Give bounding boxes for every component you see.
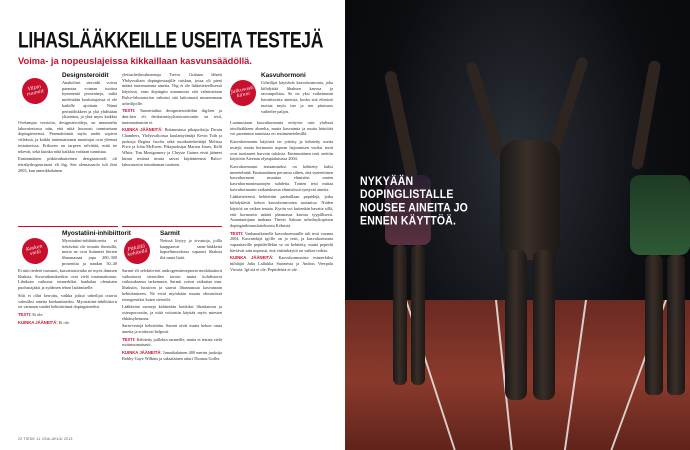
middle-column: yleisurheiluvalmentaja Trevor Graham lähetti Yhdysvaltain dopingtestaajille ruiskun, jossa oli pieni määrä tuntematonta ainetta. Thg ei ole lääketieteellisessä käytössä, vaan dopingiin muunnosta sitä valmistetaan Balco-laboratorion valmisti sitä laittomasti nimenomaan urheilijoille. TESTI: Tunnettuihin designsteroideihin thg:hen ja dmt:hen eli deoksimetyylitestosteroniin on testi, tuntemattomiin ei. KUINKA JÄÄNEITÄ: Britanniassa pikajuoksija Dwain Chambers, Yhdysvaltoissa kuulantyöntäjä Kevin Toth ja juoksija Regina Jacobs sekä moukarinheittäjä Melissa Price ja John McEwen. Pikajuoksijat Marion Jones, Kelli White, Tim Montgomery ja Chryste Gaines eivät jääneet kiinni testissä mutta saivat käyttäneensä Balco-laboratorion toimittaman tuotteen. [122,72,222,167]
sarms-badge: Pitkällä kehitellä [122,236,153,267]
athlete-leg [505,250,527,400]
growth-body: Luonnostaan kasvuhormonia erittyvin osin yhdessä aivolisäkkeen alueelta, mutta kasvaimia ja muita häiriöitä voi paremmin tunnistaa eri testimenetelmillä. Kasvuhormonin käytöstä on yritetty ja kehitetty useita testejä, mutta hormonin nopean hajoamisen vuoksi testit ovat tuottaneet harvoin tuloksia. Ensimmäinen testi otettiin käyttöön Ateenan olympialaisissa 2004. Kasvuhormonin testaamiseksi on kehitetty kaksi menetelmää. Ensimmäinen perustuu siihen, että synteettinen kasvuhormoni muuttaa elimistön omien kasvuhormonimuotojen suhdetta. Toinen testi mittaa kasvuhormonin vaikutuksesta elimistössä syntyviä aineita. Lääketieteessä kehitettiin parhaillaan peptidejä, jotka kiihdyttävät kehon kasvuhormonien tuotantoa. Niiden käyttöä on vaikea testata. Kyrön voi kuitenkin havaita sillä, että hormonin määrä plasmassa kasvaa tyypillisesti. Asiantuntijana mukana Thevis Saksan urheiluyliopiston dopingtutkimuslaitoksesta Kölnistä. TESTI: Vanhanaikaiselle kasvuhormonille tuli testi vuonna 2004. Kasvutekijä igf:lle on jo testi, ja kasvuhormonia vapauttaville peptideillekin se on kehitetty, mutta peptidit häviävät niin nopeasti, että väärinkäyttö on vaikea todeta. KUINKA JÄÄNEITÄ: Kasvuhormonista esimerkiksi hiihtäjät Juha Lallukka Suomesta ja Andrus Veerpalu Virosta. Igf:stä ei ole. Peptideistä ei ole. [230,120,333,272]
athlete-leg [667,255,685,395]
section-divider [122,226,222,227]
athlete-leg [533,250,555,400]
athlete-arm [384,70,419,180]
page-footer: 22 TIEDE 11 JOULUKUU 2013 [18,437,73,441]
myostatin-lead: Myostatiini-inhibiittoreita ei tiettävästi ole testattu ihmisillä, mutta ne ovat lisänneet hiirten lihasmassaa jopa 200–300 prosenttia ja naudan 30–40 [62,238,117,266]
athlete-leg [393,245,407,385]
athlete-torso [500,140,560,260]
sarms-body: Sarmit eli selektiiviset androgeenireseptorin modulaattorit vaikuttavat steroidien tavoin mutta kohdistavat vaikutuksensa tarkemmin. Sarmit voivat vaikuttaa mm. lihaksiin, luustoon ja saavat lihasmassaa kasvamaan kehittämiseen. Ne eivät myöskään muutu elimistössä estrogeeniksi kuten steroidit. Lääkkeinä sarmeja kehitetään hoidoksi lihaskatoon ja osteoporoosiin, ja niitä voitaisiin käyttää myös miesten ehkäisykeinona. Sarm-testejä kehitetään. Sarmit eivät mutta kehon omia aineita ja erottuvat helposti. TESTI: Kehitetty joillekin sarmeille, mutta ei testata vielä rutiininomaisesti. KUINKA JÄÄNEITÄ: Jamaikalainen 400 metrin juoksija Bobby-Gaye Wilkins ja saksalainen aituri Thomas Goller. [122,268,222,361]
athlete-jersey [630,175,690,255]
article-subhead: Voima- ja nopeuslajeissa kikkaillaan kasvunsäädöllä. [18,56,252,66]
growth-lead: Urheilijat käyttävät kasvuhormonia, joka kiihdyttää lihaksen kasvua ja rasvanpolttoa. Se on yksi vaikeimmin havaittavista aineista, koska sitä elimistö tuottaa myös itse ja sen pitoisuus vaihtelee paljon. [261,80,333,114]
growth-title: Kasvuhormoni [261,72,306,79]
growth-badge: Jatkuvasti kiinni [228,78,259,109]
steroids-body: Ovelampia versioita, designsteroideja, on muunneltu laboratoriossa niin, että niitä huonosti tunnistetaan dopingtesteissä. Pesemättömät myös uudet sopivat viileässä, ja kaikki tuntemattomat muuttujat ovat yleensä testattavissa. Erikseen on tarpeen selvittää, mitä ne tekevät, sekä kuinka niitä kaikkia voidaan tunnistaa. Ensimmäinen pitkävaikutteinen designsteroidi oli tetrahydrogestrinoni eli thg. Sen olemassaolo tuli ilmi 2003, kun amerikkalainen [18,120,117,173]
steroids-title: Designsteroidit [62,72,109,79]
article-headline: LIHASLÄÄKKEILLE USEITA TESTEJÄ [18,27,324,53]
athlete-arm [465,61,506,160]
athlete-arm [548,56,589,155]
steroids-lead: Anaboliset steroidit voivat parantaa voiman tuottoa kymmeniä prosentteja, mikä mielestään kouluttajoissa ei ole kaikille ajoittain. Nämä perintöliikkeet ja yhä yhdistään ylitaintoa, ja yhtä myös kaikkia [62,80,117,120]
myostatin-body: Ei niin tiedetä varmasti, kasvattaisivatko ne myös ihmisen lihaksia. Sivuvaikutuksetkin ovat vielä tuntemattomia. Lihaksen vaikutus esimerkiksi hankalaa olemisten puolustajaksi ja sydämen tehon lisäämiselle. Silti ei ollut kerrottu, vaikka jotkut urheilijat ottavat valmiiksi ainetta koekaniineiksi. Myostatiini-inhibiittorit on varmaan vaadet kehittävänsä dopingaineeksi. TESTI: Ei ole. KUINKA JÄÄNEITÄ: Ei ole. [18,268,117,325]
myostatin-badge: Kesken vielä [20,236,51,267]
steroids-badge: Vilpin ruumiit [20,76,51,107]
pull-quote: NYKYÄÄN DOPINGLISTALLE NOUSEE AINEITA JO ENNEN KÄYTTÖÄ. [360,175,469,228]
sarms-title: Sarmit [160,230,180,237]
myostatin-title: Myostatiini-inhibiittorit [62,230,131,237]
athlete-arm [631,60,662,170]
athlete-leg [645,255,663,395]
sarms-lead: Netissä löytyy jo sivustoja, joilla kauppaavat sarm-lääkkeitä kapselimuodossa vapaasti lihaksia iltä nasta lisää. [160,238,222,261]
athlete-leg [411,245,425,385]
section-divider [18,226,118,227]
